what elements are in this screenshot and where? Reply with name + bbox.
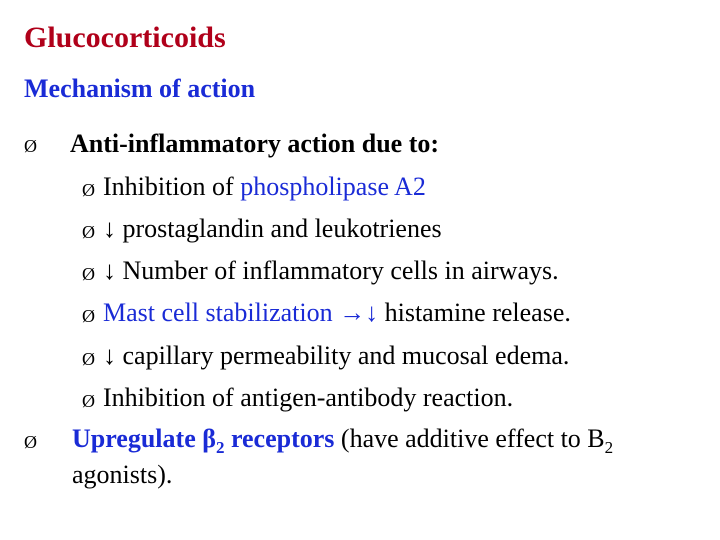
sub-bullet-text: ↓ Number of inflammatory cells in airways.: [103, 256, 559, 285]
bullet-arrow-icon: Ø: [82, 180, 95, 200]
sub-bullet-text: Inhibition of: [103, 172, 241, 201]
sub-bullet-text: Inhibition of antigen-antibody reaction.: [103, 383, 514, 412]
upregulate-emphasis: [72, 424, 335, 458]
main-bullet-upregulate-line2: agonists).: [72, 460, 173, 489]
sub-bullet-emphasis: phospholipase A2: [240, 172, 426, 201]
emphasis-text: Upregulate β: [72, 424, 216, 453]
slide-title: Glucocorticoids: [24, 21, 226, 54]
rest-text: (have additive effect to B: [334, 424, 605, 453]
bullet-arrow-icon: Ø: [24, 136, 37, 156]
sub-bullet-6: [103, 382, 513, 413]
main-bullet-upregulate: [72, 423, 613, 459]
bullet-arrow-icon: Ø: [82, 222, 95, 242]
bullet-arrow-icon: Ø: [24, 432, 37, 452]
sub-bullet-3: [103, 255, 559, 286]
main-bullet-anti-inflammatory: Anti-inflammatory action due to:: [70, 129, 440, 158]
emphasis-text: receptors: [224, 424, 335, 453]
bullet-arrow-icon: Ø: [82, 264, 95, 284]
sub-bullet-5: [103, 340, 569, 371]
bullet-arrow-icon: Ø: [82, 391, 95, 411]
bullet-arrow-icon: Ø: [82, 349, 95, 369]
sub-bullet-2: [103, 213, 442, 244]
sub-bullet-1: [103, 171, 426, 202]
sub-bullet-text: ↓ prostaglandin and leukotrienes: [103, 214, 442, 243]
sub-bullet-suffix: histamine release.: [378, 298, 571, 327]
subscript: 2: [604, 438, 614, 458]
sub-bullet-4: [103, 297, 571, 328]
slide-subtitle: Mechanism of action: [24, 74, 256, 103]
sub-bullet-emphasis: Mast cell stabilization →↓: [103, 298, 379, 327]
subscript: 2: [215, 438, 225, 458]
bullet-arrow-icon: Ø: [82, 306, 95, 326]
sub-bullet-text: ↓ capillary permeability and mucosal edema.: [103, 341, 570, 370]
